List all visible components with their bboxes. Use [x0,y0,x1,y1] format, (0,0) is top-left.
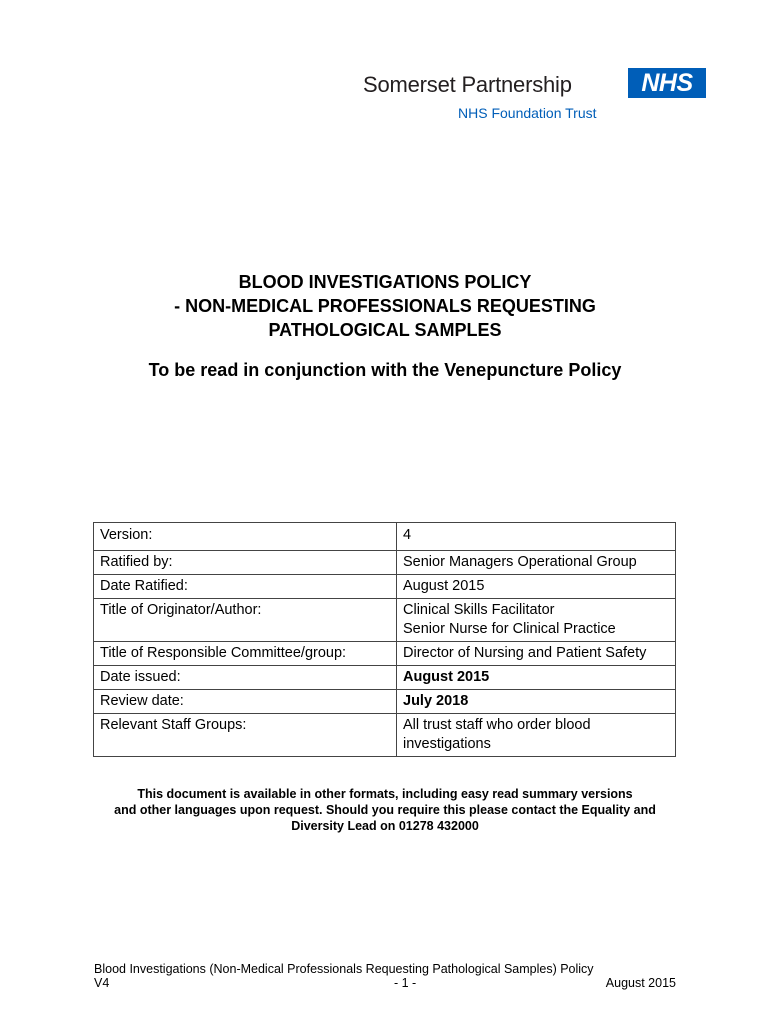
table-row [94,666,676,690]
row-label: Title of Originator/Author: [94,599,397,642]
page-footer [94,962,676,990]
row-value: Director of Nursing and Patient Safety [397,642,676,666]
table-row [94,599,676,642]
footer-date: August 2015 [605,976,676,990]
notice-line-1: This document is available in other formats, including easy read summary versions [137,787,633,801]
row-value: July 2018 [397,690,676,714]
footer-row [94,976,676,990]
notice-line-3: Diversity Lead on 01278 432000 [291,819,479,833]
accessibility-notice [80,786,690,834]
row-value: 4 [397,523,676,551]
table-row [94,642,676,666]
row-label: Date issued: [94,666,397,690]
row-value-line-2: Senior Nurse for Clinical Practice [403,621,616,637]
notice-line-2: and other languages upon request. Should you require this please contact the Equality and [114,803,656,817]
document-subtitle: To be read in conjunction with the Venepuncture Policy [148,360,622,380]
row-label: Date Ratified: [94,575,397,599]
row-label: Review date: [94,690,397,714]
page-number: - 1 - [394,976,417,990]
row-value [397,714,676,757]
footer-title: Blood Investigations (Non-Medical Professionals Requesting Pathological Samples) Policy [94,962,594,976]
row-value: August 2015 [397,575,676,599]
row-value [397,599,676,642]
footer-version: V4 [94,976,110,990]
row-value: Senior Managers Operational Group [397,551,676,575]
row-value-line-2: investigations [403,736,491,752]
row-value-line-1: All trust staff who order blood [403,717,591,733]
row-label: Ratified by: [94,551,397,575]
table-row [94,575,676,599]
table-row [94,523,676,551]
table-row [94,690,676,714]
document-control-table [93,522,676,757]
title-line-1: BLOOD INVESTIGATIONS POLICY [238,272,532,292]
row-label: Title of Responsible Committee/group: [94,642,397,666]
row-label: Version: [94,523,397,551]
title-line-2: - NON-MEDICAL PROFESSIONALS REQUESTING [174,296,596,316]
table-row [94,714,676,757]
trust-name: NHS Foundation Trust [458,105,597,121]
row-label: Relevant Staff Groups: [94,714,397,757]
document-title [0,270,770,342]
title-line-3: PATHOLOGICAL SAMPLES [268,320,502,340]
row-value: August 2015 [397,666,676,690]
table-row [94,551,676,575]
organisation-name: Somerset Partnership [363,72,572,97]
row-value-line-1: Clinical Skills Facilitator [403,602,555,618]
nhs-logo-mark: NHS [628,68,706,98]
nhs-trust-logo [360,68,710,124]
